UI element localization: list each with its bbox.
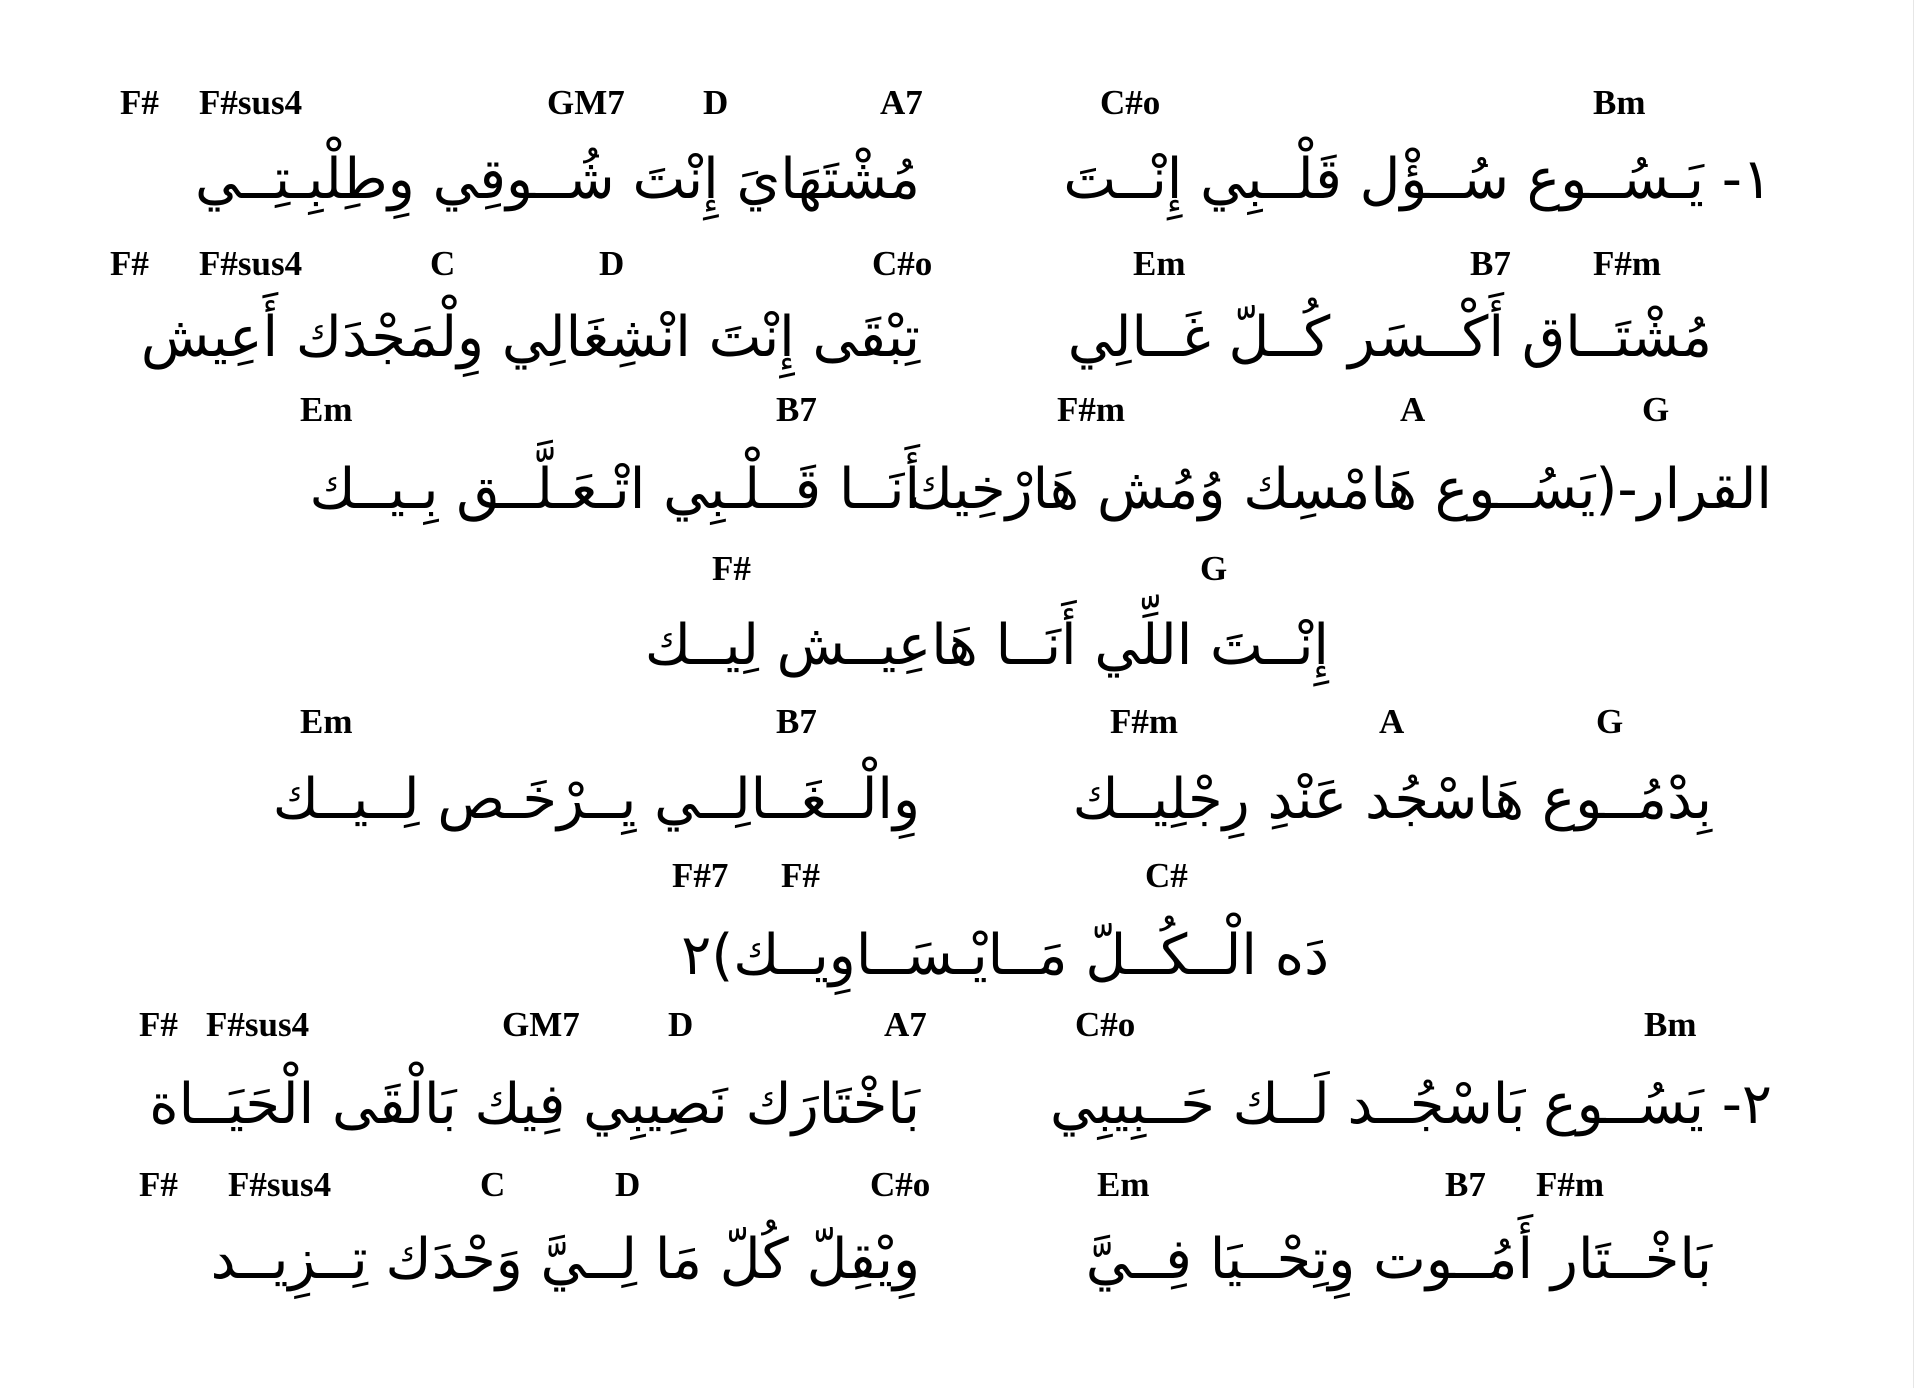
chord: F#7 (672, 856, 729, 895)
lyric-center: إِنْــتَ اللِّي أَنَــا هَاعِيــش لِيــك (644, 613, 1329, 678)
chord: F#sus4 (228, 1165, 332, 1204)
chord: F# (139, 1005, 178, 1044)
chord: F# (139, 1165, 178, 1204)
lyric-left: مُشْتَهَايَ إِنْتَ شُــوقِي وِطِلْبِـتِــي (194, 147, 920, 212)
chord: F# (712, 549, 751, 588)
chord: F#sus4 (206, 1005, 310, 1044)
chord: B7 (1445, 1165, 1486, 1204)
chord: Em (1133, 244, 1186, 283)
chord: A (1379, 702, 1405, 741)
lyric-left: وِالْــغَــالِــي يِــرْخَـص لِــيــك (272, 767, 920, 832)
chord: Em (300, 390, 353, 429)
chord: D (599, 244, 625, 283)
chord: D (668, 1005, 694, 1044)
chord: F#sus4 (199, 244, 303, 283)
chord: B7 (776, 702, 817, 741)
chord: G (1596, 702, 1624, 741)
lyric-left: تِبْقَى إِنْتَ انْشِغَالِي وِلْمَجْدَك أَعِيش (140, 305, 920, 370)
lyric-right: بِدْمُــوع هَاسْجُد عَنْدِ رِجْلِيــك (1072, 767, 1712, 832)
chord: Em (300, 702, 353, 741)
chord: G (1200, 549, 1228, 588)
chord: A (1400, 390, 1426, 429)
lyric-left: بَاخْتَارَك نَصِيبِي فِيك بَالْقَى الْحَيَــاة (149, 1072, 920, 1137)
chord: C#o (872, 244, 933, 283)
page-edge-rule (1913, 0, 1914, 1388)
chord: D (703, 83, 729, 122)
lyric-right: ١- يَـسُــوع سُــؤْل قَلْــبِي إِنْــتَ (1063, 147, 1772, 212)
chord: C (480, 1165, 506, 1204)
chord: F#m (1593, 244, 1662, 283)
lyric-right: بَاخْــتَار أَمُــوت وِتِحْــيَا فِــيَّ (1085, 1227, 1712, 1292)
chord: GM7 (547, 83, 625, 122)
chord: G (1642, 390, 1670, 429)
chord: Bm (1593, 83, 1646, 122)
chord: F# (110, 244, 149, 283)
chord: B7 (1470, 244, 1511, 283)
chord: F#m (1057, 390, 1126, 429)
chord: A7 (884, 1005, 927, 1044)
chord: F# (120, 83, 159, 122)
lyric-center: دَه الْــكُــلّ مَــايْـسَــاوِيــك)٢ (681, 923, 1329, 988)
chord: D (615, 1165, 641, 1204)
chord: F#sus4 (199, 83, 303, 122)
chord: GM7 (502, 1005, 580, 1044)
chord: C# (1145, 856, 1188, 895)
lyric-right: ٢- يَسُــوع بَاسْجُــد لَــك حَــبِيبِي (1050, 1072, 1772, 1137)
chord: A7 (880, 83, 923, 122)
lyric-right: مُشْتَــاق أَكْــسَر كُــلّ غَــالِي (1067, 305, 1712, 370)
lyric-left: أَنَــا قَــلْـبِي اتْـعَـلَّــق بِـيــك (309, 457, 920, 522)
lyric-right: القرار-(يَسُــوع هَامْسِك وُمُش هَارْخِيك (906, 457, 1772, 522)
chord: Bm (1644, 1005, 1697, 1044)
chord: F# (781, 856, 820, 895)
chord: F#m (1536, 1165, 1605, 1204)
chord: F#m (1110, 702, 1179, 741)
chord: B7 (776, 390, 817, 429)
chord: Em (1097, 1165, 1150, 1204)
lyric-left: وِيْقِلّ كُلّ مَا لِــيَّ وَحْدَك تِــزِيــد (210, 1227, 920, 1292)
chord: C#o (1075, 1005, 1136, 1044)
chord: C#o (1100, 83, 1161, 122)
chord: C#o (870, 1165, 931, 1204)
chord: C (430, 244, 456, 283)
